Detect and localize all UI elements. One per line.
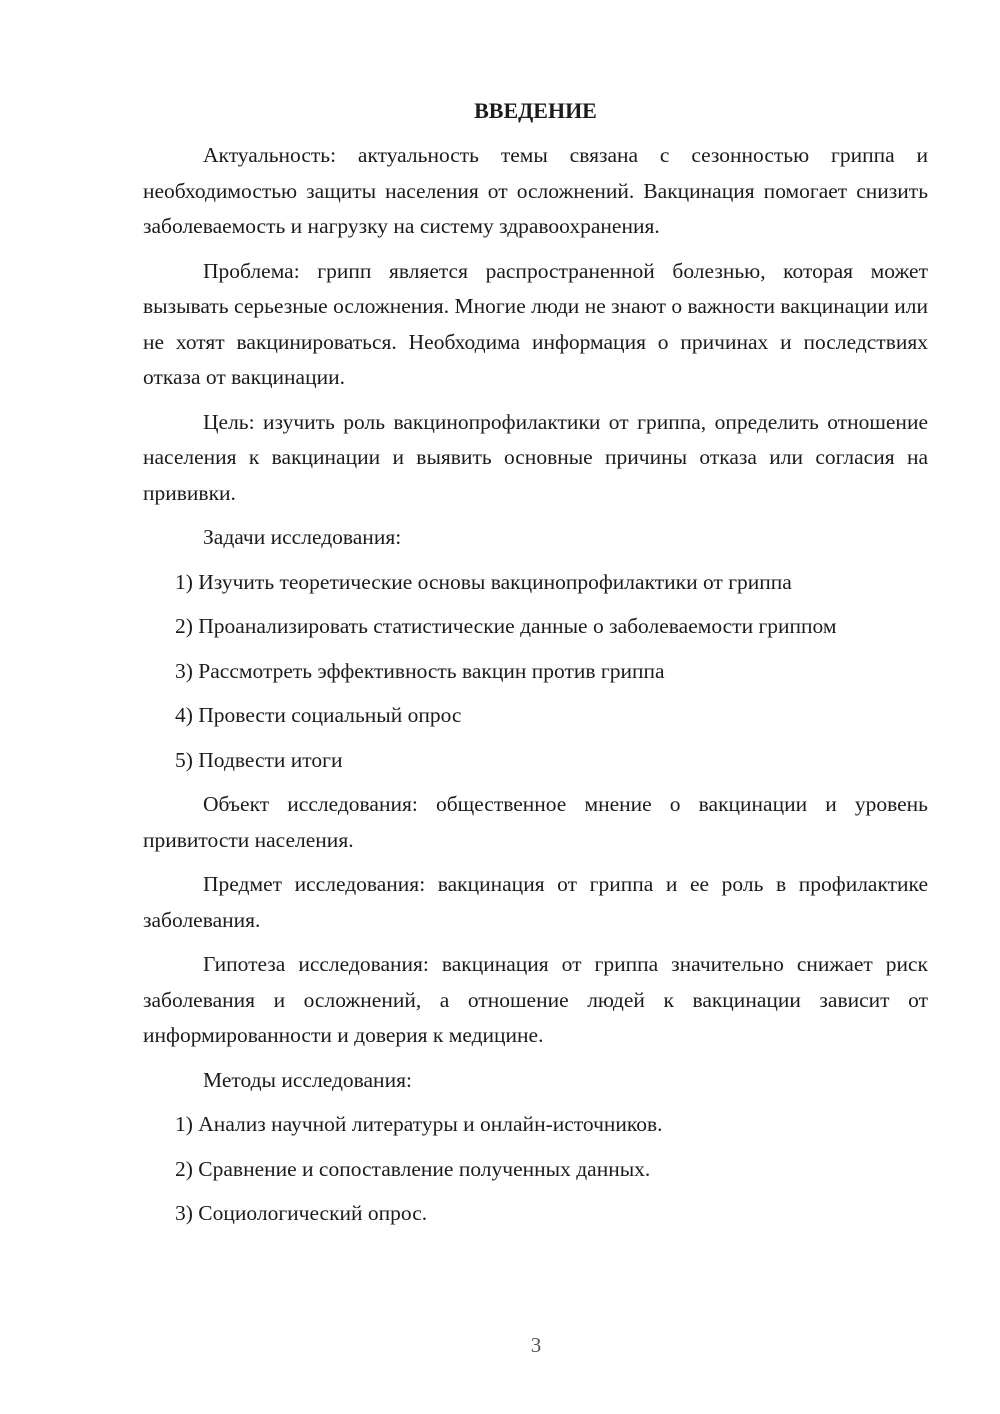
- object-paragraph: Объект исследования: общественное мнение о вакцинации и уровень привитости населения.: [143, 792, 928, 852]
- method-item: 1) Анализ научной литературы и онлайн-источников.: [175, 1112, 663, 1136]
- document-page: [143, 94, 928, 1241]
- problem-paragraph: Проблема: грипп является распространенной болезнью, которая может вызывать серьезные осложнения. Многие люди не знают о важности вакцинации или не хотят вакцинироваться. Необходима информация о причинах и последствиях отказа от вакцинации.: [143, 258, 928, 389]
- goal-paragraph: Цель: изучить роль вакцинопрофилактики от гриппа, определить отношение населения к вакцинации и выявить основные причины отказа или согласия на прививки.: [143, 409, 928, 505]
- tasks-label: Задачи исследования:: [203, 525, 402, 549]
- hypothesis-paragraph: Гипотеза исследования: вакцинация от гриппа значительно снижает риск заболевания и осложнений, а отношение людей к вакцинации зависит от информированности и доверия к медицине.: [143, 952, 928, 1047]
- page-number: 3: [530, 1333, 542, 1357]
- task-item: 5) Подвести итоги: [175, 747, 343, 772]
- method-item: 3) Социологический опрос.: [175, 1201, 428, 1225]
- subject-paragraph: Предмет исследования: вакцинация от гриппа и ее роль в профилактике заболевания.: [143, 872, 928, 932]
- task-item: 2) Проанализировать статистические данные о заболеваемости гриппом: [175, 614, 837, 638]
- task-item: 1) Изучить теоретические основы вакцинопрофилактики от гриппа: [175, 569, 792, 594]
- relevance-paragraph: Актуальность: актуальность темы связана с сезонностью гриппа и необходимостью защиты населения от осложнений. Вакцинация помогает снизить заболеваемость и нагрузку на систему здравоохранения.: [143, 143, 928, 238]
- task-item: 3) Рассмотреть эффективность вакцин против гриппа: [175, 658, 665, 683]
- method-item: 2) Сравнение и сопоставление полученных данных.: [175, 1156, 651, 1181]
- page-title: ВВЕДЕНИЕ: [474, 98, 597, 123]
- methods-label: Методы исследования:: [203, 1067, 412, 1092]
- task-item: 4) Провести социальный опрос: [175, 703, 462, 727]
